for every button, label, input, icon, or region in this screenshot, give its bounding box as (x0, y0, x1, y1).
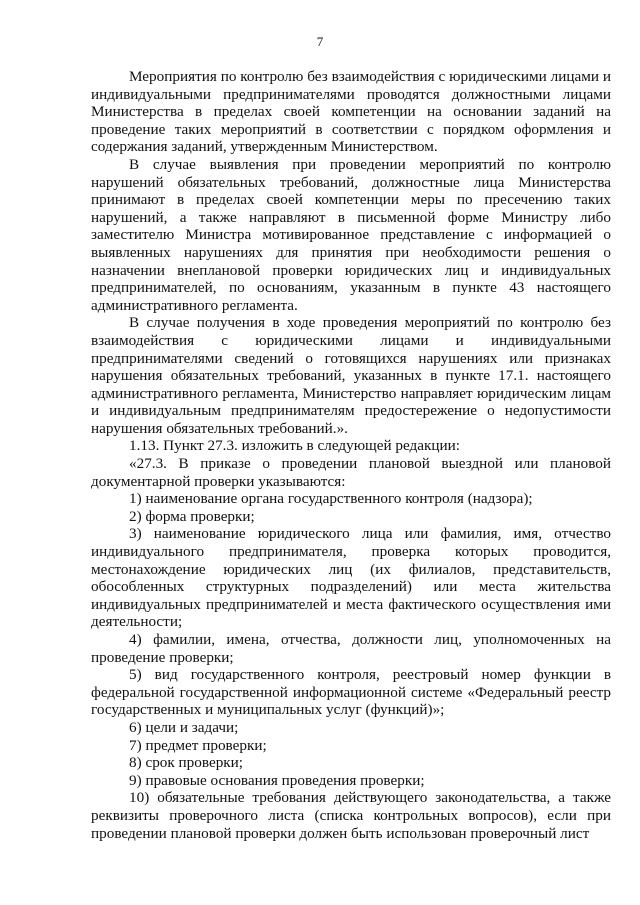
page-number: 7 (316, 34, 324, 49)
paragraph: Мероприятия по контролю без взаимодействия с юридическими лицами и индивидуальными предпринимателями проводятся должностными лицами Министерства в пределах своей компетенции на основании заданий на проведение таких мероприятий в соответствии с порядком оформления и содержания заданий, утвержденным Министерством. (91, 68, 611, 156)
document-body (91, 68, 611, 842)
list-item: 1) наименование органа государственного контроля (надзора); (129, 490, 533, 508)
paragraph: В случае выявления при проведении мероприятий по контролю нарушений обязательных требований, должностные лица Министерства принимают в пределах своей компетенции меры по пресечению таких нарушений, а также направляют в письменной форме Министру либо заместителю Министра мотивированное представление с информацией о выявленных нарушениях для принятия при необходимости решения о назначении внеплановой проверки юридических лиц и индивидуальных предпринимателей, по основаниям, указанным в пункте 43 настоящего административного регламента. (91, 155, 611, 314)
list-item: 8) срок проверки; (129, 754, 244, 772)
list-item: 7) предмет проверки; (129, 736, 267, 754)
list-item: 5) вид государственного контроля, реестровый номер функции в федеральной государственной информационной системе «Федеральный реестр государственных и муниципальных услуг (функций)»; (91, 666, 611, 719)
list-item: 3) наименование юридического лица или фамилия, имя, отчество индивидуального предпринимателя, проверка которых проводится, местонахождение юридических лиц (их филиалов, представительств, обособленных структурных подразделений) или места жительства индивидуальных предпринимателей и места фактического осуществления ими деятельности; (91, 525, 611, 631)
list-item: 10) обязательные требования действующего законодательства, а также реквизиты проверочного листа (списка контрольных вопросов), если при проведении плановой проверки должен быть использован проверочный лист (91, 789, 611, 842)
list-item: 4) фамилии, имена, отчества, должности лиц, уполномоченных на проведение проверки; (91, 631, 611, 666)
list-item: 6) цели и задачи; (129, 718, 239, 736)
list-item: 9) правовые основания проведения проверки; (129, 771, 425, 789)
paragraph: В случае получения в ходе проведения мероприятий по контролю без взаимодействия с юридическими лицами и индивидуальными предпринимателями сведений о готовящихся нарушениях или признаках нарушения обязательных требований, указанных в пункте 17.1. настоящего административного регламента, Министерство направляет юридическим лицам и индивидуальным предпринимателям предостережение о недопустимости нарушения обязательных требований.». (91, 314, 611, 437)
list-item: 2) форма проверки; (129, 507, 255, 525)
paragraph: «27.3. В приказе о проведении плановой выездной или плановой документарной проверки указываются: (91, 455, 611, 490)
paragraph: 1.13. Пункт 27.3. изложить в следующей редакции: (129, 437, 460, 455)
